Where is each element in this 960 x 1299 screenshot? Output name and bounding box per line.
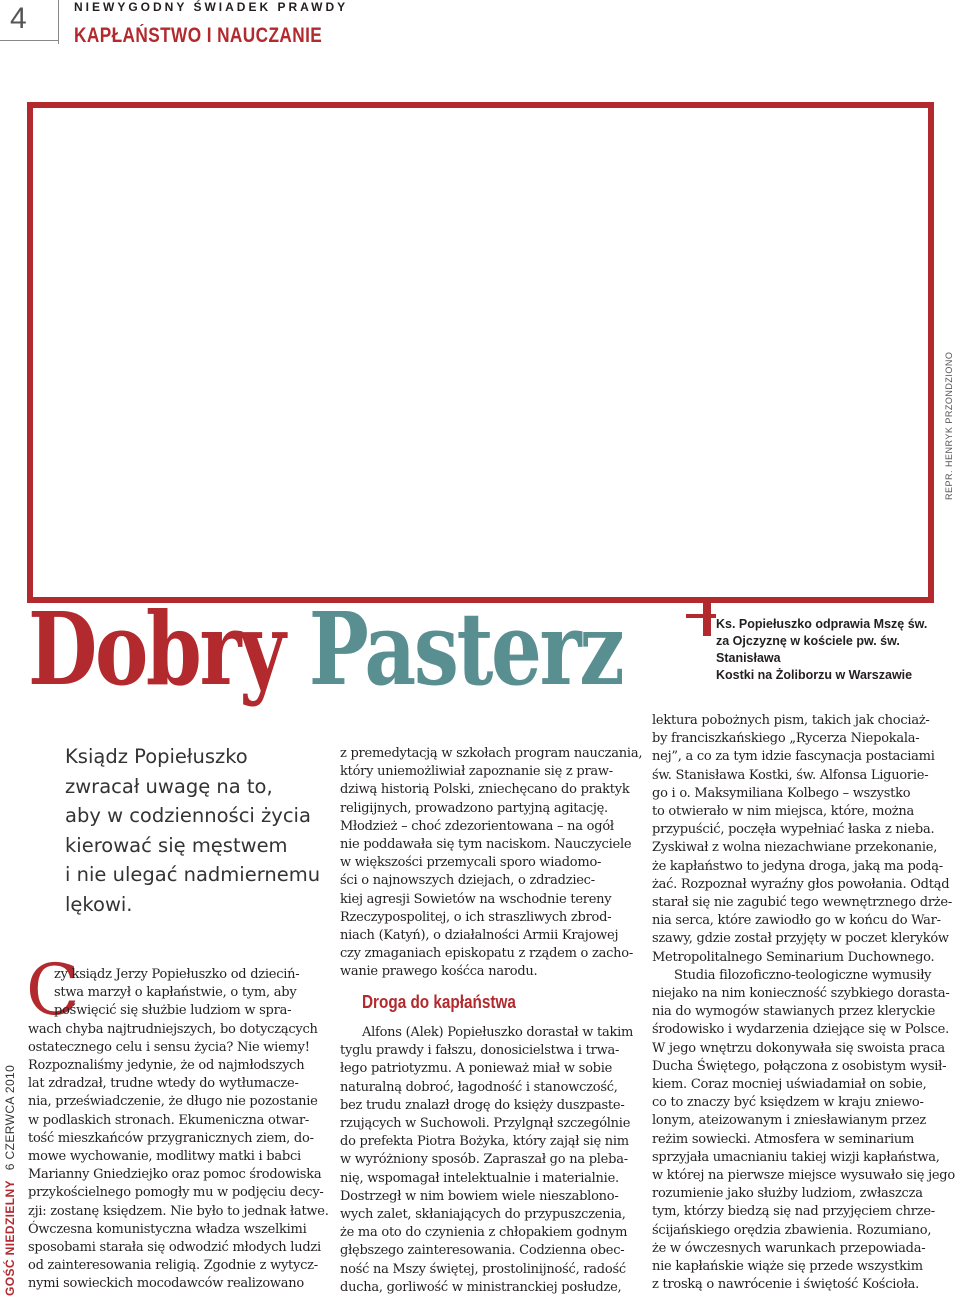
body-line: nia, przeświadczenie, że długo nie pozostanie <box>28 1094 318 1110</box>
issue-sidebar <box>3 1065 17 1296</box>
body-line: od zainteresowania religią. Zgodnie z wytycz- <box>28 1258 318 1274</box>
body-line: żać. Rozpoznał wyraźny głos powołania. Odtąd <box>652 876 950 892</box>
body-line: środowisko i wydarzenia dziejące się w Polsce. <box>652 1022 949 1038</box>
header-divider <box>58 0 59 44</box>
body-line: czy zmaganiach episkopatu z rządem o zacho- <box>340 946 633 962</box>
body-line: ność na Mszy świętej, prostolinijność, radość <box>340 1261 626 1277</box>
title-part-2: Pasterz <box>308 590 623 708</box>
page-number: 4 <box>10 2 27 35</box>
photo-frame <box>27 102 934 603</box>
body-line: sprzyjała umacnianiu takiej wizji kapłaństwa, <box>652 1149 940 1165</box>
body-line: tym, którzy biedzą się nad przyjęciem chrze- <box>652 1204 935 1220</box>
body-line: stwa marzył o kapłaństwie, o tym, aby <box>54 985 297 1001</box>
body-line: W jego wnętrzu dokonywała się swoista praca <box>652 1040 945 1056</box>
lead-line: kierować się męstwem <box>65 833 288 857</box>
article-column-2b <box>340 1024 636 1297</box>
body-line: ducha, gorliwość w ministranckiej posłudze, <box>340 1279 622 1295</box>
body-line: mowe wychowanie, modlitwy matki i babci <box>28 1149 301 1165</box>
caption-marker-bar <box>686 614 716 618</box>
body-line: dziwą historią Polski, zniechęcano do praktyk <box>340 782 630 798</box>
body-line: nie kapłańskie wiąże się przede wszystkim <box>652 1259 923 1275</box>
body-line: Ducha Świętego, połączona z osobistym wysił- <box>652 1058 947 1074</box>
body-line: głębszego zainteresowania. Codzienna obec- <box>340 1243 625 1259</box>
title-part-1: Dobry <box>28 590 284 708</box>
body-line: Zyskiwał z wolna niezachwiane przekonanie, <box>652 840 938 856</box>
body-line: Dostrzegł w nim bowiem wiele nieszablono- <box>340 1188 619 1204</box>
body-line: z premedytacją w szkołach program nauczania, <box>340 746 643 761</box>
body-line: Metropolitalnego Seminarium Duchownego. <box>652 949 935 965</box>
lead-line: Ksiądz Popiełuszko <box>65 745 248 768</box>
body-line: starał się nie zagubić tego wewnętrznego drże- <box>652 895 952 911</box>
body-line: rozumienie jako służby ludziom, zwłaszcza <box>652 1186 923 1202</box>
article-column-2 <box>340 745 643 982</box>
photo-caption <box>716 616 956 684</box>
body-line: szawy, gdzie został przyjęty w poczet kleryków <box>652 931 949 947</box>
body-line: że ma oto do czynienia z chłopakiem godnym <box>340 1225 628 1241</box>
body-line: Alfons (Alek) Popiełuszko dorastał w takim <box>362 1025 634 1040</box>
body-line: Ówczesna komunistyczna władza wszelkimi <box>28 1221 307 1237</box>
body-line: reżim sowiecki. Atmosfera w seminarium <box>652 1131 915 1147</box>
body-line: że kapłaństwo to jedyna droga, jaką ma podą- <box>652 858 943 874</box>
body-line: nię, wspomagał intelektualnie i materialnie. <box>340 1170 619 1186</box>
body-line: z troską o nawrócenie i świętość Kościoła. <box>652 1277 920 1293</box>
body-line: ostatecznego celu i sensu życia? Nie wiemy! <box>28 1039 310 1055</box>
lead-line: aby w codzienności życia <box>65 804 311 827</box>
body-line: go i o. Maksymiliana Kolbego – wszystko <box>652 785 911 801</box>
body-line: sposobami starała się odwodzić młodych ludzi <box>28 1240 321 1256</box>
body-line: że w ówczesnych warunkach przepowiada- <box>652 1240 926 1256</box>
lead-line: lękowi. <box>65 892 133 916</box>
body-line: zy ksiądz Jerzy Popiełuszko od dzieciń- <box>54 967 300 982</box>
body-line: do prefekta Piotra Bożyka, który zajął się nim <box>340 1134 629 1150</box>
body-line: Rozpoznaliśmy jedynie, że od najmłodszych <box>28 1058 305 1074</box>
body-line: zji: zostanę księdzem. Nie było to jednak łatwe. <box>28 1203 329 1219</box>
body-line: religijnych, prowadzono partyjną agitację. <box>340 800 608 816</box>
body-line: w wyróżniony sposób. Zapraszał go na pleba- <box>340 1152 628 1168</box>
article-column-3 <box>652 712 955 1295</box>
subheading: Droga do kapłaństwa <box>362 992 516 1012</box>
body-line: to otwierało w nim miejsca, które, można <box>652 804 915 820</box>
drop-cap: C <box>26 949 80 1031</box>
body-line: Studia filozoficzno-teologiczne wymusiły <box>674 967 932 983</box>
body-line: w której na pierwsze miejsce wysuwało się jego <box>652 1168 955 1184</box>
body-line: nie poddawała się tym naciskom. Nauczyciele <box>340 837 632 853</box>
article-column-1 <box>28 966 329 1294</box>
body-line: łego patriotyzmu. A ponieważ miał w sobie <box>340 1061 613 1077</box>
photo-credit: REPR. HENRYK PRZONDZIONO <box>944 351 954 500</box>
body-line: kiem. Coraz mocniej uświadamiał on sobie, <box>652 1077 927 1093</box>
lead-line: i nie ulegać nadmiernemu <box>65 863 321 886</box>
body-line: wach chyba najtrudniejszych, bo dotyczących <box>28 1021 318 1037</box>
body-line: bez trudu znalazł drogę do księży duszpaste- <box>340 1097 625 1113</box>
body-line: nymi sowieckich mocodawców realizowano <box>28 1276 304 1292</box>
body-line: wych zalet, skłaniających do przypuszczenia, <box>340 1207 626 1223</box>
body-line: by franciszkańskiego „Rycerza Niepokala- <box>652 731 920 747</box>
body-line: ści o najnowszych dziejach, o zdradziec- <box>340 873 595 889</box>
body-line: tyglu prawdy i fałszu, donosicielstwa i trwa- <box>340 1043 620 1059</box>
body-line: niach (Katyń), o działalności Armii Krajowej <box>340 928 619 944</box>
body-line: niejako na nim konieczność szybkiego dorasta- <box>652 986 950 1002</box>
body-line: przykościelnego pomogły mu w podjęciu decy- <box>28 1185 324 1201</box>
body-line: nia serca, które zawiodło go w końcu do War- <box>652 913 941 929</box>
body-line: przypuścić, poczęła wypełniać łaska z nieba. <box>652 822 935 838</box>
section-title: KAPŁAŃSTWO I NAUCZANIE <box>74 24 323 47</box>
body-line: wanie prawego kośćca narodu. <box>340 964 538 980</box>
body-line: tość mieszkańców przygranicznych ziem, do- <box>28 1130 314 1146</box>
article-lead <box>65 742 325 919</box>
body-line: w większości przemycali sporo wiadomo- <box>340 855 602 871</box>
body-line: nia do wymogów stawianych przez kleryckie <box>652 1004 936 1020</box>
article-title <box>28 590 622 708</box>
caption-line: Kostki na Żoliborzu w Warszawie <box>716 668 913 682</box>
caption-line: za Ojczyznę w kościele pw. św. Stanisława <box>716 634 900 665</box>
body-line: lektura pobożnych pism, takich jak chociaż- <box>652 713 930 728</box>
body-line: nej”, a co za tym idzie fascynacja postaciami <box>652 749 935 765</box>
body-line: co to znaczy być księdzem w kraju zniewo- <box>652 1095 924 1111</box>
lead-line: zwracał uwagę na to, <box>65 774 273 798</box>
body-line: rzujących w Suchowoli. Przylgnął szczególnie <box>340 1116 631 1132</box>
series-kicker: NIEWYGODNY ŚWIADEK PRAWDY <box>74 0 349 14</box>
header-underline <box>0 40 58 41</box>
body-line: Rzeczypospolitej, o ich straszliwych zbrod- <box>340 909 612 925</box>
body-line: Młodzież – choć zdezorientowana – na ogół <box>340 818 614 834</box>
issue-date: 6 CZERWCA 2010 <box>3 1064 17 1171</box>
body-line: naturalną dobroć, łagodność i stanowczość, <box>340 1079 618 1095</box>
caption-line: Ks. Popiełuszko odprawia Mszę św. <box>716 617 928 631</box>
body-line: Marianny Gniedziejko oraz pomoc środowiska <box>28 1167 322 1183</box>
body-line: lonym, ateizowanym i zniesławianym przez <box>652 1113 926 1129</box>
body-line: lat zdradzał, trudne wtedy do wytłumacze- <box>28 1076 299 1092</box>
body-line: poświęcić się służbie ludziom w spra- <box>54 1003 292 1019</box>
body-line: w podlaskich stronach. Ekumeniczna otwar- <box>28 1112 310 1128</box>
body-line: ścijańskiego orędzia zbawienia. Rozumiano, <box>652 1222 932 1238</box>
body-line: św. Stanisława Kostki, św. Alfonsa Liguorie- <box>652 767 929 783</box>
body-line: kiej agresji Sowietów na wschodnie tereny <box>340 891 612 907</box>
magazine-name: GOŚĆ NIEDZIELNY <box>3 1179 17 1296</box>
body-line: który uniemożliwiał zapoznanie się z praw- <box>340 764 613 780</box>
